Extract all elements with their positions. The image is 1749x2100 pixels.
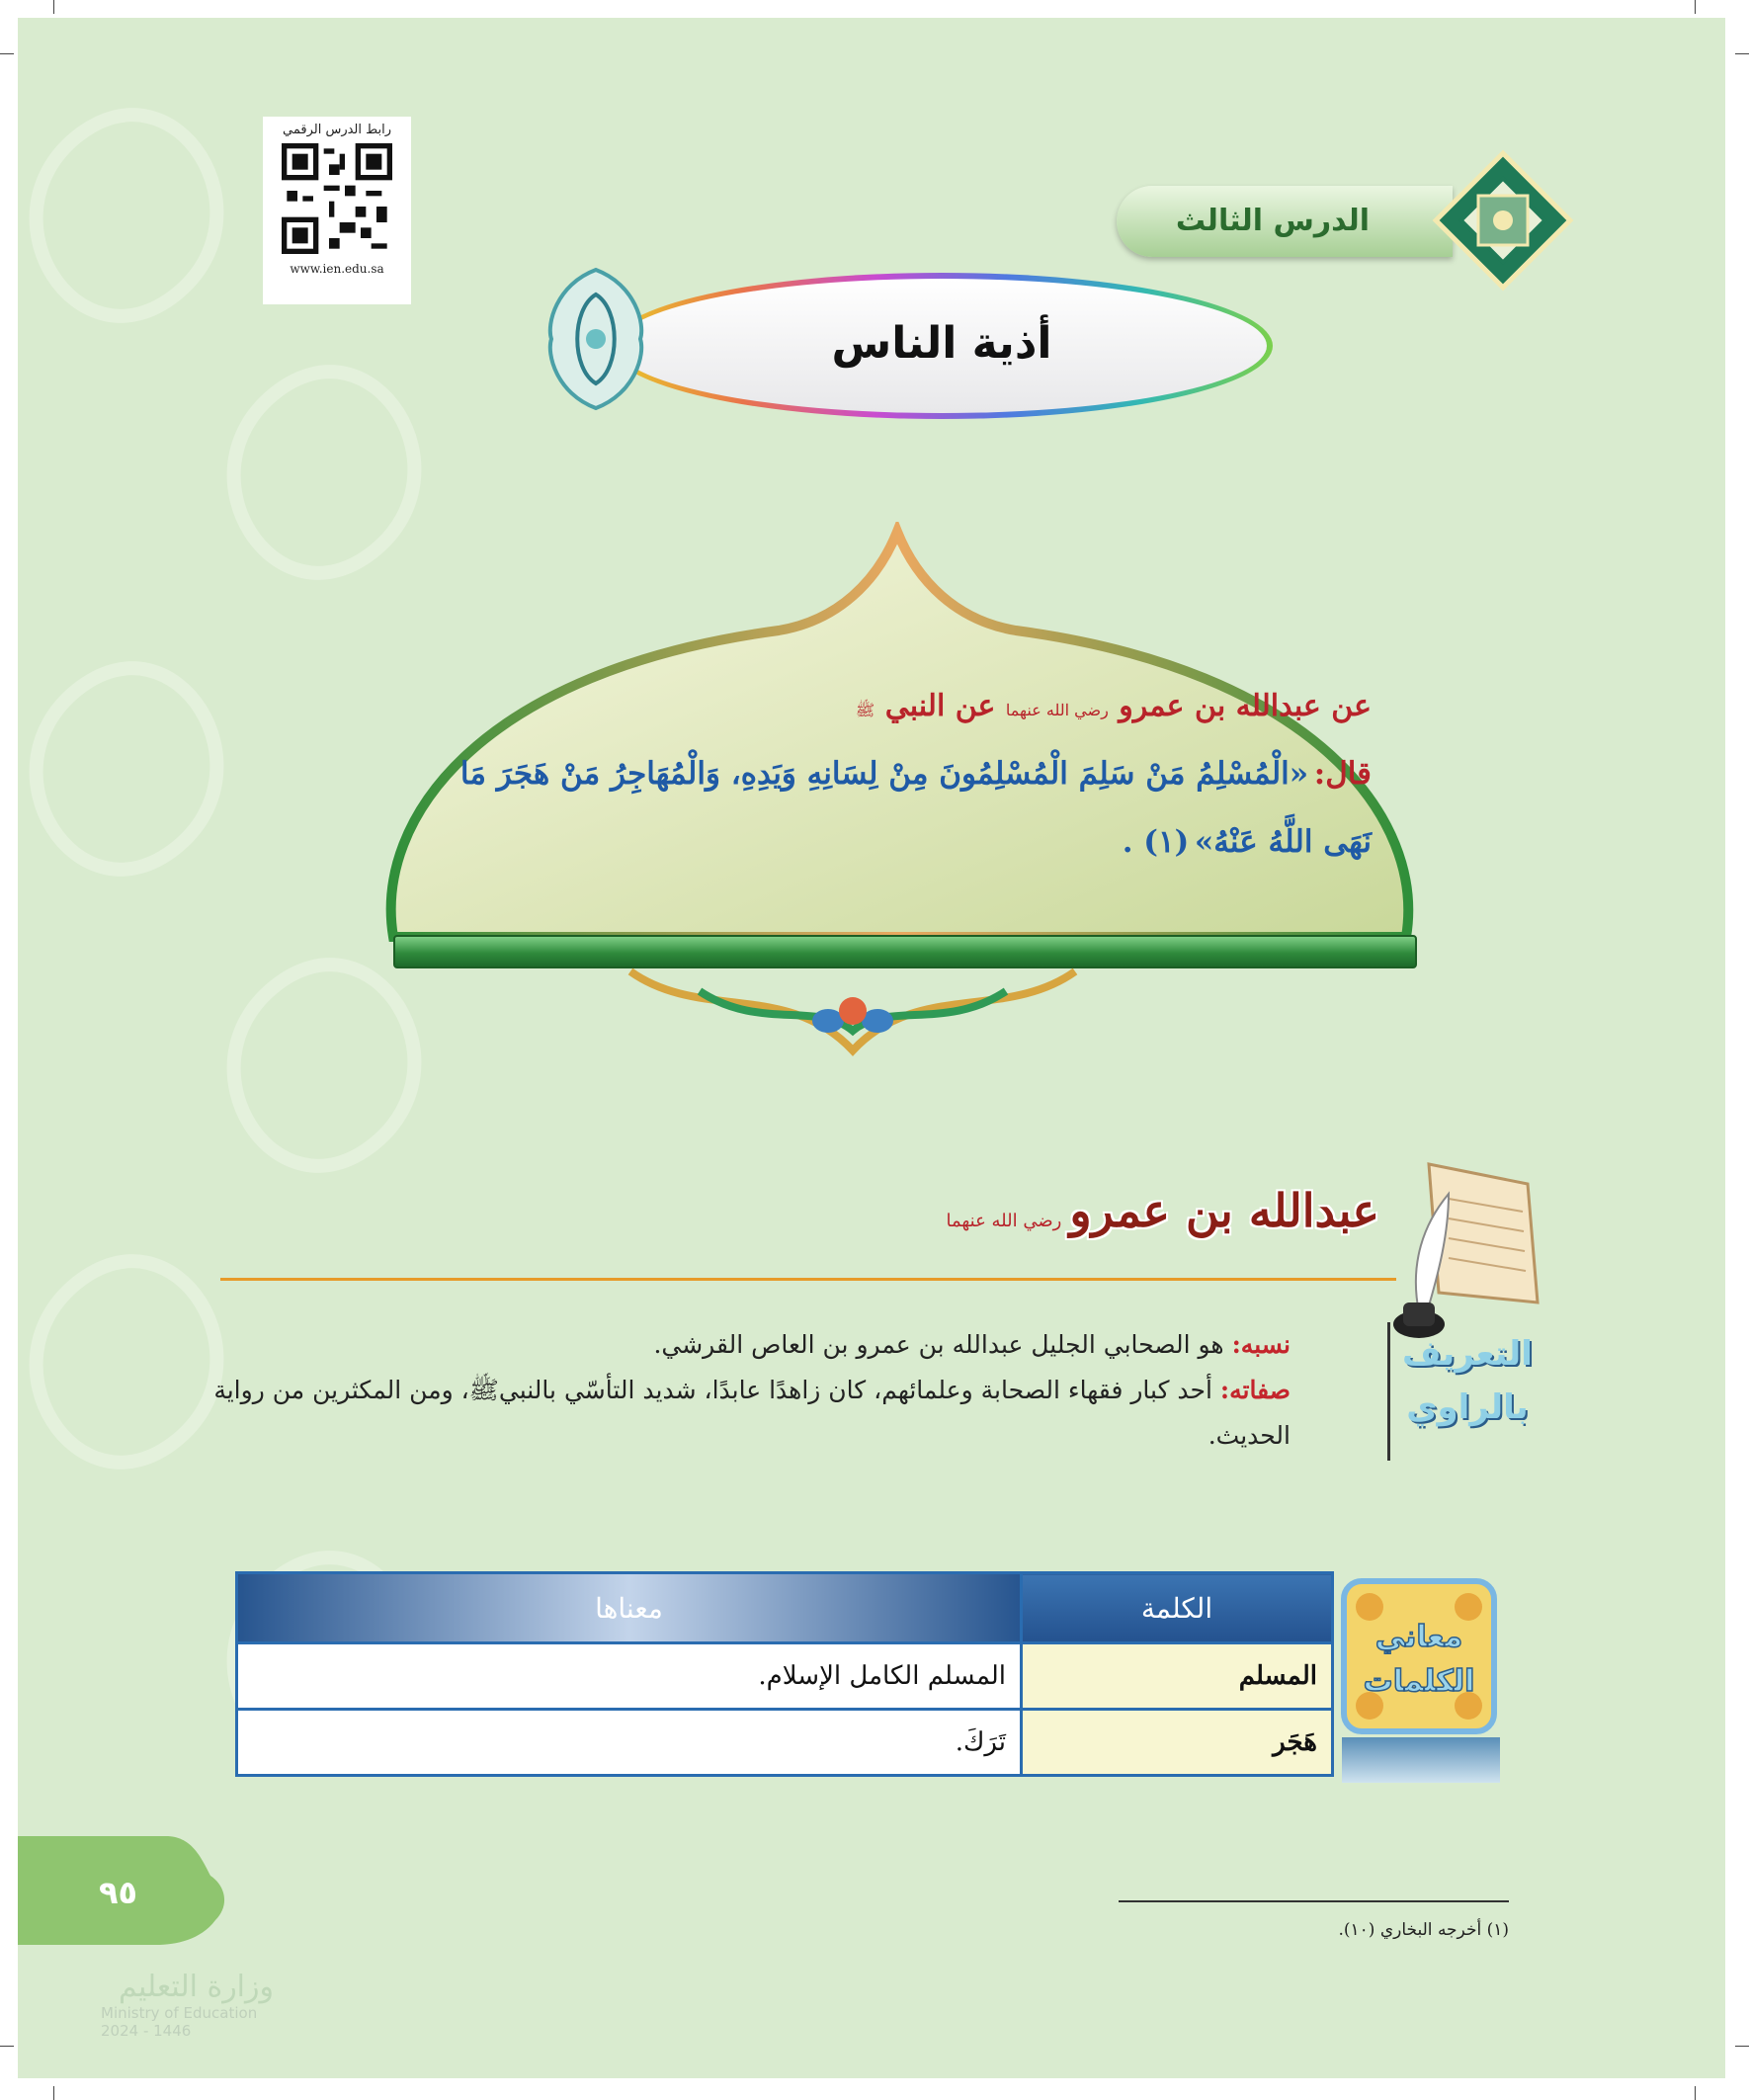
bottom-ornament-icon — [621, 962, 1085, 1060]
col-header-word: الكلمة — [1022, 1573, 1333, 1643]
badge-line-2: الكلمات — [1363, 1664, 1475, 1699]
table-cell-meaning: تَرَكَ. — [237, 1710, 1022, 1776]
crop-mark — [0, 2046, 14, 2047]
side-rule — [1387, 1322, 1390, 1461]
section-divider — [220, 1278, 1396, 1281]
table-cell-word: هَجَر — [1022, 1710, 1333, 1776]
col-header-meaning: معناها — [237, 1573, 1022, 1643]
lesson-title-pill — [611, 273, 1273, 419]
qr-url[interactable]: www.ien.edu.sa — [290, 262, 384, 276]
qr-caption: رابط الدرس الرقمي — [283, 123, 391, 137]
ministry-logo — [101, 1970, 298, 2040]
footnote-rule — [1119, 1900, 1509, 1902]
crop-mark — [1735, 53, 1749, 54]
narrator-details — [184, 1322, 1291, 1459]
hadith-body: قال: «الْمُسْلِمُ مَنْ سَلِمَ الْمُسْلِمُونَ مِنْ لِسَانِهِ وَيَدِهِ، وَالْمُهَاجِرُ مَنْ هَجَرَ مَا نَهَى اللَّهُ عَنْهُ» (١) . — [459, 756, 1372, 860]
table-cell-word: المسلم — [1022, 1643, 1333, 1710]
crop-mark — [0, 53, 14, 54]
traits-row: صفاته: أحد كبار فقهاء الصحابة وعلمائهم، كان زاهدًا عابدًا، شديد التأسّي بالنبيﷺ، ومن المكثرين من رواية الحديث. — [213, 1376, 1291, 1450]
lesson-number: الدرس الثالث — [1175, 204, 1370, 238]
table-row — [237, 1643, 1333, 1710]
footnote: (١) أخرجه البخاري (١٠). — [1338, 1920, 1509, 1940]
table-row — [237, 1710, 1333, 1776]
scroll-quill-icon — [1379, 1154, 1547, 1342]
table-cell-meaning: المسلم الكامل الإسلام. — [237, 1643, 1022, 1710]
badge-line-1: معاني — [1374, 1620, 1463, 1654]
crop-mark — [1695, 2086, 1696, 2100]
word-meanings-badge — [1340, 1577, 1498, 1735]
lesson-title: أذية الناس — [831, 318, 1052, 369]
ministry-name-ar: وزارة التعليم — [118, 1970, 274, 2004]
qr-code-panel[interactable] — [263, 117, 411, 304]
ministry-year: 2024 - 1446 — [101, 2022, 192, 2040]
crop-mark — [1695, 0, 1696, 14]
hadith-intro: عن عبدالله بن عمرو رضي الله عنهما عن النبي ﷺ — [855, 689, 1372, 723]
table-header-row — [237, 1573, 1333, 1643]
title-ornament-icon — [541, 265, 650, 413]
badge-stripe — [1342, 1737, 1500, 1783]
lesson-ornament-icon — [1429, 146, 1577, 294]
lineage-row: نسبه: هو الصحابي الجليل عبدالله بن عمرو بن العاص القرشي. — [653, 1330, 1291, 1359]
page-number: ٩٥ — [99, 1874, 138, 1911]
vocab-table — [235, 1571, 1334, 1777]
ministry-name-en: Ministry of Education — [101, 2004, 258, 2022]
narrator-heading: عبدالله بن عمرورضي الله عنهما — [946, 1184, 1379, 1237]
crop-mark — [53, 2086, 54, 2100]
crop-mark — [1735, 2046, 1749, 2047]
hadith-text — [423, 675, 1372, 879]
qr-code-icon[interactable] — [282, 143, 392, 254]
lesson-ribbon — [1117, 186, 1453, 257]
textbook-page — [18, 18, 1725, 2078]
crop-mark — [53, 0, 54, 14]
narrator-section-label: التعريف بالراوي — [1402, 1334, 1533, 1427]
